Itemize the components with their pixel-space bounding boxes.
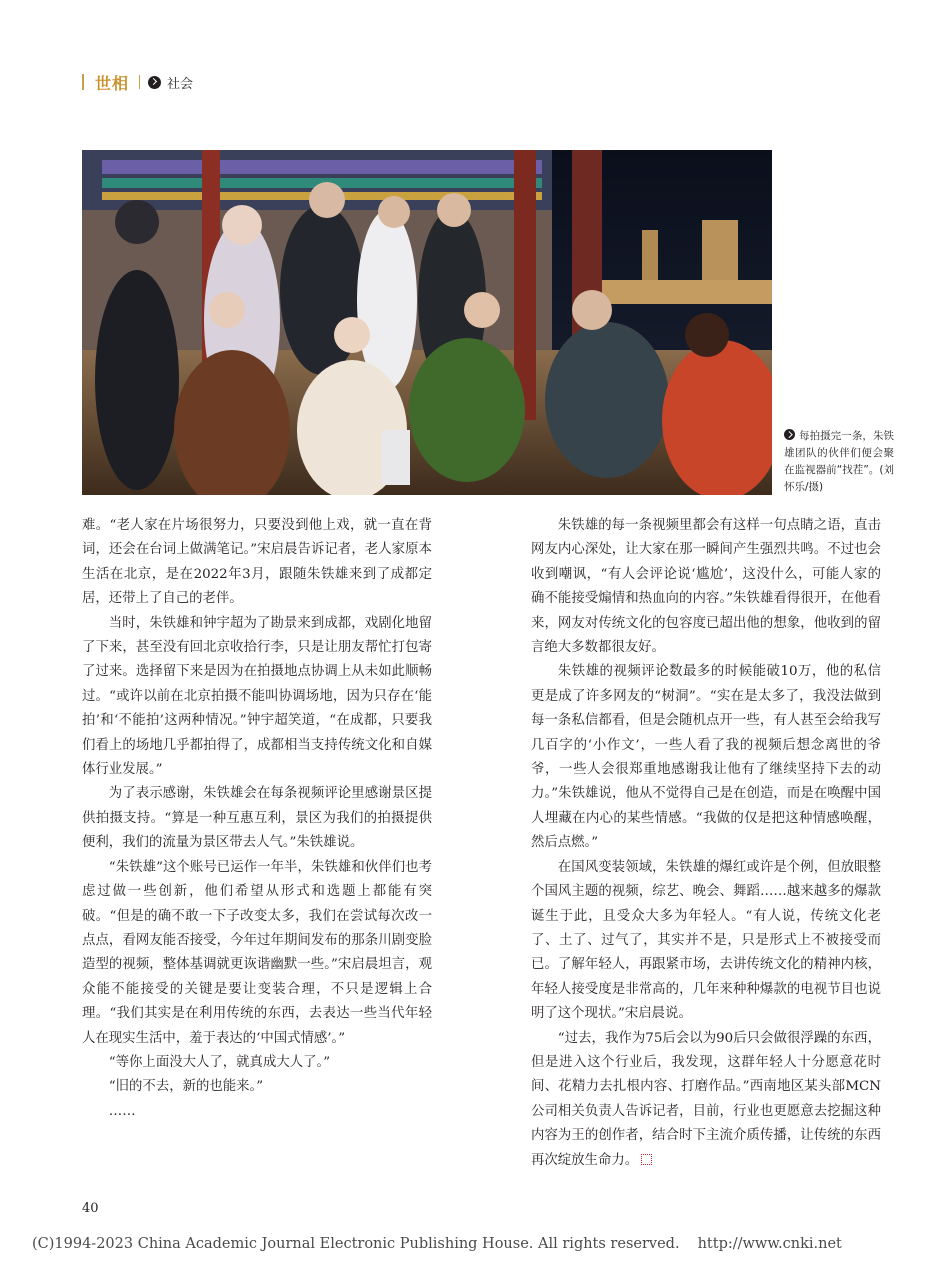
photo-illustration — [82, 150, 772, 495]
article-column-right — [531, 514, 881, 1173]
paragraph: 当时，朱铁雄和钟宇超为了勘景来到成都，戏剧化地留了下来，甚至没有回北京收拾行李，只是让朋友帮忙打包寄了过来。选择留下来是因为在拍摄地点协调上从未如此顺畅过。“或许以前在北京拍摄不能叫协调场地，因为只存在‘能拍’和‘不能拍’这两种情况。”钟宇超笑道，“在成都，只要我们看上的场地几乎都拍得了，成都相当支持传统文化和自媒体行业发展。” — [82, 615, 432, 778]
end-mark-icon — [641, 1154, 652, 1165]
paragraph: …… — [108, 1103, 136, 1119]
page-number: 40 — [82, 1201, 99, 1216]
column-header — [82, 72, 193, 92]
header-divider — [139, 75, 140, 89]
paragraph: “等你上面没大人了，就真成大人了。” — [108, 1054, 331, 1070]
footer-url[interactable]: http://www.cnki.net — [697, 1236, 842, 1252]
copyright-text: (C)1994-2023 China Academic Journal Electronic Publishing House. All rights reserved. — [32, 1236, 680, 1252]
column-title: 世相 — [95, 73, 130, 93]
header-accent-bar — [82, 74, 84, 90]
photo-caption — [784, 428, 894, 496]
article-photo — [82, 150, 772, 495]
paragraph: 朱铁雄的每一条视频里都会有这样一句点睛之语，直击网友内心深处，让大家在那一瞬间产生强烈共鸣。不过也会收到嘲讽，“有人会评论说‘尴尬’，这没什么，可能人家的确不能接受煽情和热血向的内容。”朱铁雄看得很开，在他看来，网友对传统文化的包容度已超出他的想象，他收到的留言绝大多数都很友好。 — [531, 518, 881, 656]
paragraph — [531, 1027, 881, 1173]
paragraph: 难。“老人家在片场很努力，只要没到他上戏，就一直在背词，还会在台词上做满笔记。”宋启晨告诉记者，老人家原本生活在北京，是在2022年3月，跟随朱铁雄来到了成都定居，还带上了自己的老伴。 — [82, 518, 432, 607]
paragraph: 在国风变装领域，朱铁雄的爆红或许是个例，但放眼整个国风主题的视频，综艺、晚会、舞蹈……越来越多的爆款诞生于此，且受众大多为年轻人。“有人说，传统文化老了、土了、过气了，其实并不是，只是形式上不被接受而已。了解年轻人，再跟紧市场，去讲传统文化的精神内核，年轻人接受度是非常高的，几年来种种爆款的电视节目也说明了这个现状。”宋启晨说。 — [531, 859, 881, 1022]
paragraph: “旧的不去，新的也能来。” — [108, 1079, 264, 1095]
paragraph: 为了表示感谢，朱铁雄会在每条视频评论里感谢景区提供拍摄支持。“算是一种互惠互利，景区为我们的拍摄提供便利，我们的流量为景区带去人气。”朱铁雄说。 — [82, 786, 432, 851]
paragraph: 朱铁雄的视频评论数最多的时候能破10万，他的私信更是成了许多网友的“树洞”。“实在是太多了，我没法做到每一条私信都看，但是会随机点开一些，有人甚至会给我写几百字的‘小作文’，一些人看了我的视频后想念离世的爷爷，一些人会很郑重地感谢我让他有了继续坚持下去的动力。”朱铁雄说，他从不觉得自己是在创造，而是在唤醒中国人埋藏在内心的某些情感。“我做的仅是把这种情感唤醒，然后点燃。” — [531, 664, 881, 851]
chevron-right-icon — [148, 76, 161, 89]
paragraph-text: “过去，我作为75后会以为90后只会做很浮躁的东西，但是进入这个行业后，我发现，这群年轻人十分愿意花时间、花精力去扎根内容、打磨作品。”西南地区某头部MCN公司相关负责人告诉记者，目前，行业也更愿意去挖掘这种内容为王的创作者，结合时下主流介质传播，让传统的东西再次绽放生命力。 — [531, 1030, 881, 1168]
copyright-footer — [32, 1236, 842, 1252]
section-label: 社会 — [167, 76, 194, 92]
chevron-right-icon — [784, 429, 795, 440]
paragraph: “朱铁雄”这个账号已运作一年半，朱铁雄和伙伴们也考虑过做一些创新，他们希望从形式和选题上都能有突破。“但是的确不敢一下子改变太多，我们在尝试每次改一点点，看网友能否接受，今年过年期间发布的那条川剧变脸造型的视频，整体基调就更诙谐幽默一些。”宋启晨坦言，观众能不能接受的关键是要让变装合理，不只是逻辑上合理。“我们其实是在利用传统的东西，去表达一些当代年轻人在现实生活中，羞于表达的‘中国式情感’。” — [82, 859, 432, 1046]
article-column-left — [82, 514, 432, 1124]
caption-text: 每拍摄完一条，朱铁雄团队的伙伴们便会聚在监视器前“找茬”。(刘怀乐/摄) — [784, 430, 894, 493]
